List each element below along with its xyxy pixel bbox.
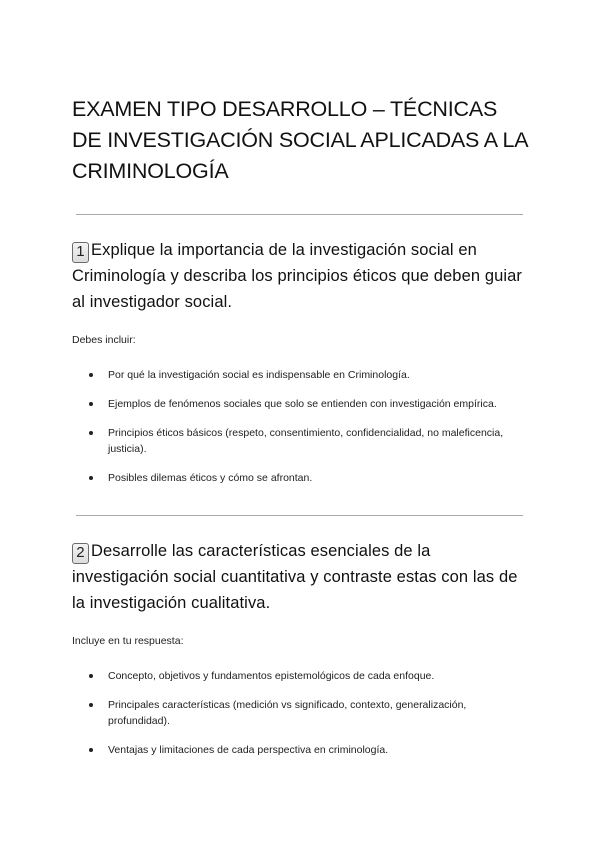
document-page [72,94,528,771]
bullet-list [72,668,528,758]
list-item-text: Posibles dilemas éticos y cómo se afrontan. [108,472,313,484]
list-item [72,425,528,457]
list-item [72,742,528,758]
keycap-number-2-icon: 2 [72,543,89,564]
list-item-text: Principios éticos básicos (respeto, consentimiento, confidencialidad, no maleficencia, justicia). [108,427,504,455]
list-item-text: Principales características (medición vs significado, contexto, generalización, profundidad). [108,699,467,727]
bullet-list [72,367,528,486]
bullet-icon [89,748,93,752]
list-item [72,470,528,486]
section-divider [76,214,523,215]
bullet-icon [89,703,93,707]
bullet-icon [89,402,93,406]
question-intro: Incluye en tu respuesta: [72,635,184,647]
list-item-text: Ventajas y limitaciones de cada perspectiva en criminología. [108,744,389,756]
list-item-text: Ejemplos de fenómenos sociales que solo se entienden con investigación empírica. [108,398,497,410]
list-item-text: Por qué la investigación social es indispensable en Criminología. [108,369,410,381]
section-divider [76,515,523,516]
question-heading [72,237,528,315]
list-item [72,367,528,383]
list-item [72,697,528,729]
bullet-icon [89,431,93,435]
keycap-number-1-icon: 1 [72,242,89,263]
bullet-icon [89,373,93,377]
question-1 [72,237,528,486]
question-heading [72,538,528,616]
bullet-icon [89,674,93,678]
question-2 [72,538,528,758]
question-intro: Debes incluir: [72,334,136,346]
question-text: Desarrolle las características esenciales de la investigación social cuantitativa y contraste estas con las de la investigación cualitativa. [72,542,518,612]
list-item-text: Concepto, objetivos y fundamentos epistemológicos de cada enfoque. [108,670,435,682]
list-item [72,668,528,684]
list-item [72,396,528,412]
bullet-icon [89,476,93,480]
question-text: Explique la importancia de la investigación social en Criminología y describa los principios éticos que deben guiar al investigador social. [72,241,523,311]
document-title: EXAMEN TIPO DESARROLLO – TÉCNICAS DE INVESTIGACIÓN SOCIAL APLICADAS A LA CRIMINOLOGÍA [72,97,528,183]
